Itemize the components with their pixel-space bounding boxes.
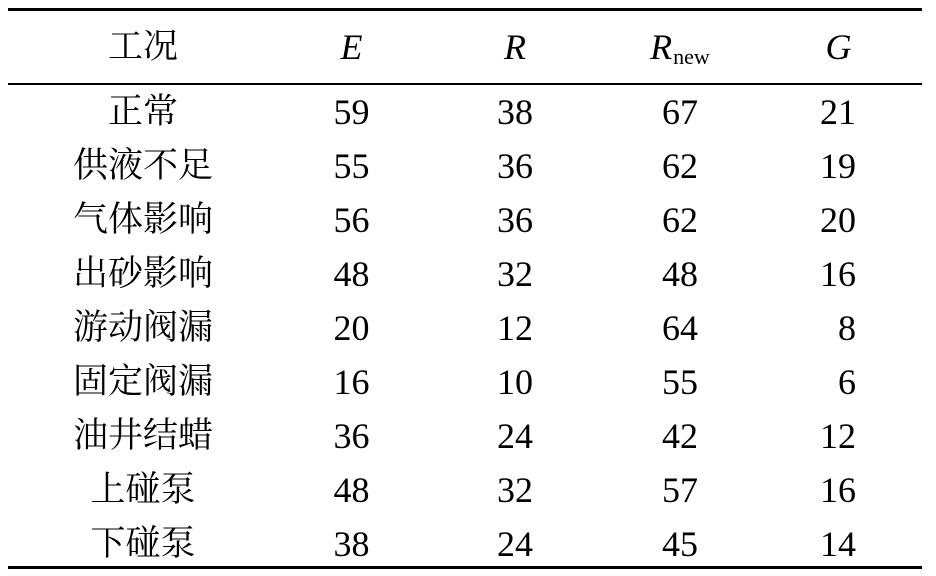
table-row bbox=[8, 193, 922, 247]
g-value-cell: 16 bbox=[820, 470, 856, 510]
e-value-cell: 56 bbox=[333, 200, 370, 240]
r-value-cell: 12 bbox=[497, 308, 533, 348]
table-row bbox=[8, 409, 922, 463]
e-value-cell: 38 bbox=[333, 524, 370, 564]
condition-cell: 游动阀漏 bbox=[72, 307, 213, 348]
table-row bbox=[8, 139, 922, 193]
r-new-value-cell: 45 bbox=[662, 524, 698, 564]
condition-cell: 上碰泵 bbox=[90, 469, 196, 510]
r-new-value-cell: 62 bbox=[662, 146, 698, 186]
r-new-value-cell: 62 bbox=[662, 200, 698, 240]
g-value-cell: 16 bbox=[820, 254, 856, 294]
r-new-value-cell: 48 bbox=[662, 254, 698, 294]
table-row bbox=[8, 247, 922, 301]
r-value-cell: 10 bbox=[497, 362, 533, 402]
r-new-value-cell: 64 bbox=[662, 308, 698, 348]
condition-cell: 供液不足 bbox=[72, 145, 213, 186]
r-value-cell: 32 bbox=[497, 470, 533, 510]
header-r: R bbox=[504, 27, 526, 67]
condition-cell: 出砂影响 bbox=[72, 253, 213, 294]
e-value-cell: 59 bbox=[333, 92, 370, 132]
table-row bbox=[8, 463, 922, 517]
top-rule bbox=[8, 8, 922, 11]
g-value-cell: 8 bbox=[838, 308, 856, 348]
condition-cell: 固定阀漏 bbox=[72, 361, 213, 402]
e-value-cell: 36 bbox=[333, 416, 370, 456]
bottom-rule bbox=[8, 566, 922, 569]
header-r-new-base: R bbox=[650, 27, 673, 67]
table-row bbox=[8, 301, 922, 355]
condition-cell: 正常 bbox=[107, 91, 178, 132]
e-value-cell: 48 bbox=[333, 254, 370, 294]
r-new-value-cell: 67 bbox=[662, 92, 698, 132]
condition-cell: 下碰泵 bbox=[90, 523, 196, 564]
table-row bbox=[8, 85, 922, 139]
r-value-cell: 24 bbox=[497, 524, 533, 564]
table-row bbox=[8, 517, 922, 571]
header-r-new-subscript: new bbox=[673, 44, 710, 69]
g-value-cell: 19 bbox=[820, 146, 856, 186]
r-value-cell: 36 bbox=[497, 146, 533, 186]
g-value-cell: 20 bbox=[820, 200, 856, 240]
table-header-row bbox=[8, 13, 922, 81]
e-value-cell: 20 bbox=[333, 308, 370, 348]
r-value-cell: 32 bbox=[497, 254, 533, 294]
g-value-cell: 12 bbox=[820, 416, 856, 456]
r-value-cell: 36 bbox=[497, 200, 533, 240]
e-value-cell: 48 bbox=[333, 470, 370, 510]
r-value-cell: 38 bbox=[497, 92, 533, 132]
condition-cell: 气体影响 bbox=[72, 199, 213, 240]
r-value-cell: 24 bbox=[497, 416, 533, 456]
header-g: G bbox=[825, 27, 852, 67]
header-condition: 工况 bbox=[107, 26, 178, 67]
e-value-cell: 55 bbox=[333, 146, 370, 186]
g-value-cell: 21 bbox=[820, 92, 856, 132]
condition-cell: 油井结蜡 bbox=[72, 415, 213, 456]
g-value-cell: 14 bbox=[820, 524, 856, 564]
e-value-cell: 16 bbox=[333, 362, 370, 402]
r-new-value-cell: 42 bbox=[662, 416, 698, 456]
r-new-value-cell: 57 bbox=[662, 470, 698, 510]
table-row bbox=[8, 355, 922, 409]
header-e: E bbox=[340, 27, 363, 67]
g-value-cell: 6 bbox=[838, 362, 856, 402]
r-new-value-cell: 55 bbox=[662, 362, 698, 402]
header-r-new bbox=[605, 13, 755, 81]
